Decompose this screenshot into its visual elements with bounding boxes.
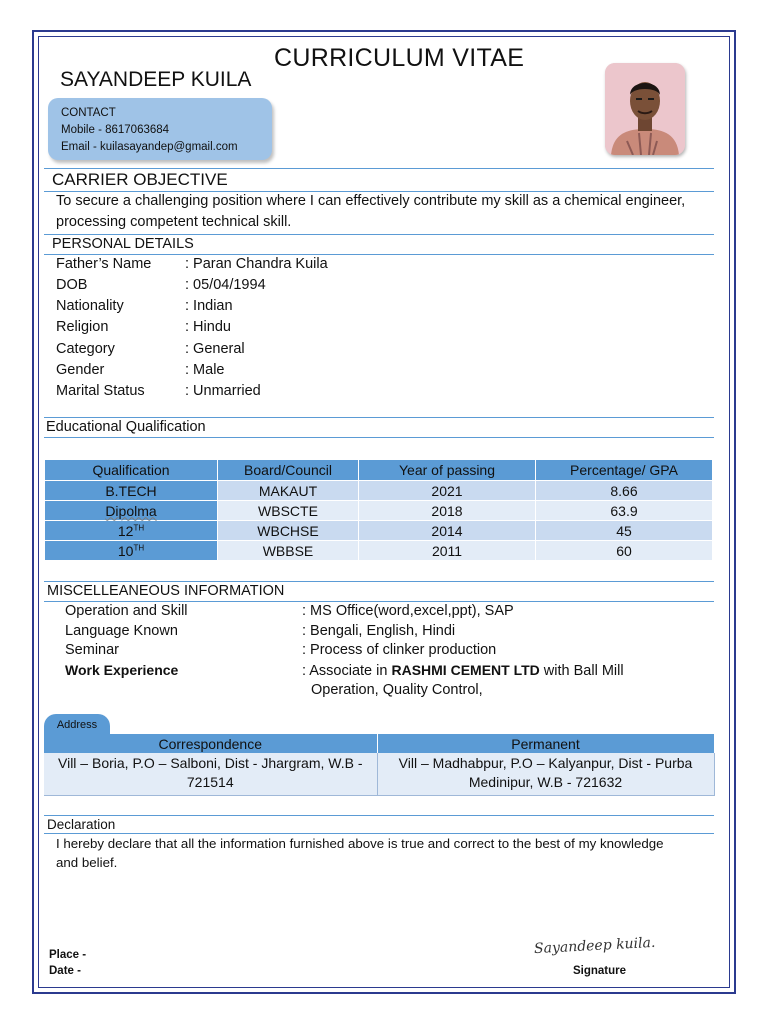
objective-heading: CARRIER OBJECTIVE bbox=[52, 170, 228, 189]
qualification-text: 12 bbox=[117, 522, 134, 539]
objective-text-line-2: processing competent technical skill. bbox=[56, 214, 292, 230]
fathers-name-value: : Paran Chandra Kuila bbox=[185, 256, 328, 272]
dob-value: : 05/04/1994 bbox=[185, 277, 266, 293]
operation-skill-value: : MS Office(word,excel,ppt), SAP bbox=[302, 603, 514, 619]
correspondence-header: Correspondence bbox=[44, 734, 377, 753]
date-label: Date - bbox=[49, 965, 81, 977]
permanent-header: Permanent bbox=[377, 734, 714, 753]
year-cell: 2021 bbox=[359, 481, 536, 501]
objective-text-line-1: To secure a challenging position where I can effectively contribute my skill as a chemical engineer, bbox=[56, 193, 686, 209]
category-value: : General bbox=[185, 341, 245, 357]
permanent-address: Vill – Madhabpur, P.O – Kalyanpur, Dist - Purba Medinipur, W.B - 721632 bbox=[377, 753, 714, 796]
contact-email: Email - kuilasayandep@gmail.com bbox=[61, 141, 238, 153]
qualification-superscript: TH bbox=[133, 522, 145, 532]
candidate-name: SAYANDEEP KUILA bbox=[60, 68, 252, 91]
fathers-name-label: Father’s Name bbox=[56, 256, 152, 272]
signature-label: Signature bbox=[573, 965, 627, 977]
religion-value: : Hindu bbox=[185, 319, 231, 335]
qualification-column-header: Qualification bbox=[45, 460, 218, 481]
document-title: CURRICULUM VITAE bbox=[274, 44, 525, 72]
language-value: : Bengali, English, Hindi bbox=[302, 623, 456, 639]
work-prefix: : Associate in bbox=[302, 663, 392, 679]
education-table-header bbox=[45, 460, 713, 481]
religion-label: Religion bbox=[56, 319, 109, 335]
year-cell: 2018 bbox=[359, 501, 536, 521]
declaration-text-line-2: and belief. bbox=[56, 855, 118, 870]
handwritten-signature: Sayandeep kuila. bbox=[533, 934, 656, 958]
personal-details-heading: PERSONAL DETAILS bbox=[52, 236, 194, 252]
marital-status-label: Marital Status bbox=[56, 383, 145, 399]
seminar-value: : Process of clinker production bbox=[302, 642, 497, 658]
work-experience-line-2: Operation, Quality Control, bbox=[311, 682, 483, 698]
board-column-header: Board/Council bbox=[218, 460, 359, 481]
score-cell: 8.66 bbox=[536, 481, 713, 501]
dob-label: DOB bbox=[56, 277, 88, 293]
place-label: Place - bbox=[49, 949, 87, 961]
year-cell: 2014 bbox=[359, 521, 536, 541]
year-cell: 2011 bbox=[359, 541, 536, 561]
nationality-value: : Indian bbox=[185, 298, 233, 314]
correspondence-address: Vill – Boria, P.O – Salboni, Dist - Jhargram, W.B - 721514 bbox=[44, 753, 377, 796]
score-cell: 45 bbox=[536, 521, 713, 541]
category-label: Category bbox=[56, 341, 115, 357]
language-label: Language Known bbox=[65, 623, 178, 639]
seminar-label: Seminar bbox=[65, 642, 119, 658]
address-tab: Address bbox=[44, 714, 110, 738]
board-cell: MAKAUT bbox=[218, 481, 359, 501]
contact-box bbox=[48, 98, 272, 160]
marital-status-value: : Unmarried bbox=[185, 383, 261, 399]
profile-photo bbox=[605, 63, 685, 155]
company-name: RASHMI CEMENT LTD bbox=[391, 662, 540, 678]
year-column-header: Year of passing bbox=[359, 460, 536, 481]
contact-heading: CONTACT bbox=[61, 107, 116, 119]
table-row bbox=[45, 521, 713, 541]
gender-value: : Male bbox=[185, 362, 225, 378]
qualification-text: 10 bbox=[117, 542, 134, 559]
work-experience-value bbox=[302, 662, 624, 679]
score-cell: 63.9 bbox=[536, 501, 713, 521]
table-row bbox=[45, 481, 713, 501]
qualification-cell bbox=[45, 501, 218, 521]
misc-heading: MISCELLEANEOUS INFORMATION bbox=[47, 583, 285, 599]
nationality-label: Nationality bbox=[56, 298, 124, 314]
work-experience-label: Work Experience bbox=[65, 662, 179, 678]
qualification-text: B.TECH bbox=[105, 482, 157, 499]
declaration-text-line-1: I hereby declare that all the information furnished above is true and correct to the best of my knowledge bbox=[56, 836, 664, 851]
board-cell: WBSCTE bbox=[218, 501, 359, 521]
qualification-cell bbox=[45, 521, 218, 541]
qualification-superscript: TH bbox=[133, 542, 145, 552]
qualification-cell bbox=[45, 481, 218, 501]
education-heading: Educational Qualification bbox=[46, 419, 206, 435]
table-row bbox=[45, 541, 713, 561]
address-table bbox=[44, 734, 715, 796]
work-suffix: with Ball Mill bbox=[539, 663, 624, 679]
score-cell: 60 bbox=[536, 541, 713, 561]
score-column-header: Percentage/ GPA bbox=[536, 460, 713, 481]
education-table bbox=[44, 459, 713, 561]
qualification-text: Dipolma bbox=[105, 502, 157, 519]
gender-label: Gender bbox=[56, 362, 105, 378]
board-cell: WBBSE bbox=[218, 541, 359, 561]
operation-skill-label: Operation and Skill bbox=[65, 603, 188, 619]
person-photo-icon bbox=[605, 63, 685, 155]
declaration-heading: Declaration bbox=[47, 817, 116, 832]
table-row bbox=[45, 501, 713, 521]
board-cell: WBCHSE bbox=[218, 521, 359, 541]
qualification-cell bbox=[45, 541, 218, 561]
contact-mobile: Mobile - 8617063684 bbox=[61, 124, 170, 136]
